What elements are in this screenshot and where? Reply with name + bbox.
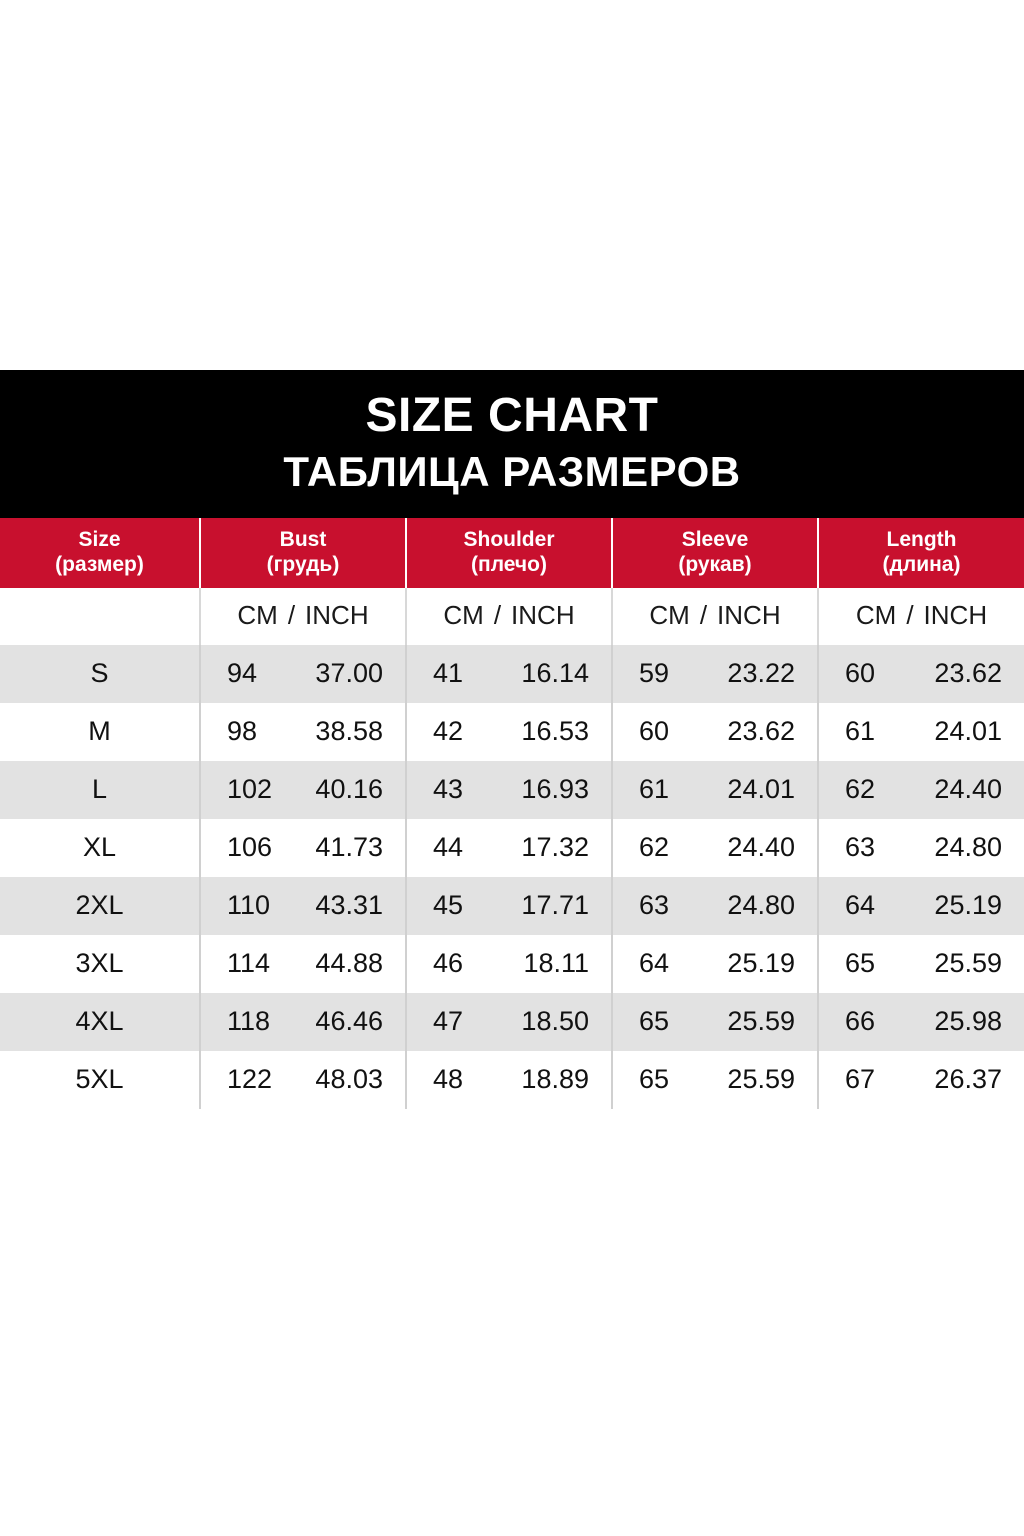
cell-bust-inch: 41.73 [315,831,383,862]
cell-length [818,993,1024,1051]
cell-shoulder [406,1051,612,1109]
column-header-sleeve-ru: (рукав) [678,553,752,577]
cell-sleeve-cm: 60 [639,715,670,746]
cell-length [818,877,1024,935]
units-length [818,588,1024,645]
cell-length-cm: 61 [845,715,876,746]
cell-bust-cm: 114 [227,947,271,978]
cell-bust-inch: 37.00 [315,657,383,688]
chart-title-ru: ТАБЛИЦА РАЗМЕРОВ [283,448,741,496]
cell-shoulder-inch: 16.14 [521,657,589,688]
column-header-size-en: Size [78,527,121,551]
cell-shoulder-cm: 42 [433,715,464,746]
cell-length [818,703,1024,761]
cell-shoulder [406,819,612,877]
cell-bust [200,761,406,819]
cell-length-inch: 24.01 [934,715,1002,746]
cell-shoulder [406,761,612,819]
table-row [0,645,1024,703]
cell-sleeve-inch: 25.59 [727,1005,795,1036]
cell-length-inch: 25.59 [934,947,1002,978]
cell-shoulder [406,877,612,935]
cell-bust [200,877,406,935]
cell-shoulder-cm: 46 [433,947,464,978]
column-header-size-ru: (размер) [55,553,144,577]
column-header-bust-en: Bust [279,527,327,551]
units-bust-sep: / [287,599,296,630]
cell-bust-cm: 94 [227,657,258,688]
cell-size: 3XL [0,935,200,993]
cell-shoulder-cm: 47 [433,1005,464,1036]
cell-bust-inch: 43.31 [315,889,383,920]
cell-size: 2XL [0,877,200,935]
units-bust-inch: INCH [305,599,369,630]
cell-bust [200,935,406,993]
cell-length-inch: 25.98 [934,1005,1002,1036]
column-header-sleeve-en: Sleeve [681,527,749,551]
cell-sleeve-inch: 24.40 [727,831,795,862]
cell-bust-inch: 38.58 [315,715,383,746]
chart-title-block [0,370,1024,518]
units-shoulder-sep: / [493,599,502,630]
table-row [0,993,1024,1051]
cell-length [818,935,1024,993]
size-chart-table [0,518,1024,1109]
cell-bust [200,819,406,877]
units-length-cm: CM [855,599,897,630]
units-sleeve-sep: / [699,599,708,630]
column-header-shoulder-ru: (плечо) [471,553,547,577]
size-chart [0,370,1024,1109]
units-sleeve [612,588,818,645]
cell-length-cm: 66 [845,1005,876,1036]
cell-length-cm: 63 [845,831,876,862]
cell-shoulder-inch: 18.50 [521,1005,589,1036]
cell-sleeve-cm: 61 [639,773,670,804]
chart-title-en: SIZE CHART [365,389,659,442]
cell-sleeve [612,645,818,703]
cell-bust-inch: 44.88 [315,947,383,978]
units-bust-cm: CM [237,599,278,630]
column-header-shoulder-en: Shoulder [463,527,555,551]
table-row [0,1051,1024,1109]
cell-sleeve-inch: 25.59 [727,1063,795,1094]
cell-bust [200,645,406,703]
units-shoulder [406,588,612,645]
column-header-sleeve [612,518,818,588]
cell-length-cm: 65 [845,947,876,978]
cell-length [818,761,1024,819]
table-units-row [0,588,1024,645]
cell-bust-cm: 122 [227,1063,273,1094]
cell-length-cm: 67 [845,1063,876,1094]
cell-bust-cm: 106 [227,831,273,862]
cell-size: L [0,761,200,819]
cell-sleeve-inch: 24.01 [727,773,795,804]
column-header-size [0,518,200,588]
cell-length-cm: 62 [845,773,876,804]
cell-shoulder-inch: 18.11 [523,947,589,978]
cell-length [818,819,1024,877]
cell-sleeve-cm: 65 [639,1005,670,1036]
cell-length [818,645,1024,703]
units-length-sep: / [906,599,914,630]
cell-length-cm: 60 [845,657,876,688]
cell-shoulder-cm: 43 [433,773,464,804]
cell-size: 4XL [0,993,200,1051]
cell-bust-inch: 46.46 [315,1005,383,1036]
cell-sleeve-cm: 65 [639,1063,670,1094]
cell-size: M [0,703,200,761]
cell-sleeve [612,935,818,993]
cell-sleeve-inch: 25.19 [727,947,795,978]
table-row [0,935,1024,993]
cell-bust-cm: 110 [227,889,271,920]
column-header-length-en: Length [886,527,957,551]
units-length-inch: INCH [923,599,988,630]
cell-shoulder [406,703,612,761]
cell-sleeve-inch: 24.80 [727,889,795,920]
units-shoulder-inch: INCH [511,599,575,630]
table-row [0,761,1024,819]
cell-bust [200,1051,406,1109]
cell-shoulder-cm: 48 [433,1063,464,1094]
column-header-shoulder [406,518,612,588]
cell-bust-cm: 118 [227,1005,271,1036]
units-sleeve-cm: CM [649,599,690,630]
cell-shoulder [406,993,612,1051]
cell-length-inch: 26.37 [934,1063,1002,1094]
cell-length-inch: 23.62 [934,657,1002,688]
cell-sleeve-inch: 23.22 [727,657,795,688]
cell-sleeve [612,1051,818,1109]
cell-bust-cm: 98 [227,715,258,746]
cell-length-inch: 24.80 [934,831,1002,862]
column-header-bust [200,518,406,588]
table-row [0,877,1024,935]
cell-shoulder-inch: 17.32 [521,831,589,862]
cell-size: XL [0,819,200,877]
units-bust [200,588,406,645]
cell-bust-inch: 40.16 [315,773,383,804]
cell-shoulder-cm: 45 [433,889,464,920]
units-size [0,588,200,645]
cell-bust [200,703,406,761]
cell-size: S [0,645,200,703]
cell-sleeve [612,703,818,761]
cell-shoulder [406,935,612,993]
cell-sleeve-cm: 63 [639,889,670,920]
units-shoulder-cm: CM [443,599,484,630]
cell-shoulder-inch: 17.71 [521,889,589,920]
cell-shoulder-cm: 44 [433,831,464,862]
table-row [0,703,1024,761]
cell-bust-inch: 48.03 [315,1063,383,1094]
units-sleeve-inch: INCH [717,599,781,630]
cell-shoulder-inch: 16.53 [521,715,589,746]
cell-shoulder [406,645,612,703]
cell-bust-cm: 102 [227,773,273,804]
cell-sleeve [612,819,818,877]
cell-sleeve [612,993,818,1051]
cell-sleeve-cm: 64 [639,947,670,978]
table-row [0,819,1024,877]
cell-shoulder-cm: 41 [433,657,464,688]
table-header-row [0,518,1024,588]
cell-sleeve-cm: 59 [639,657,670,688]
cell-size: 5XL [0,1051,200,1109]
cell-length-cm: 64 [845,889,876,920]
cell-shoulder-inch: 18.89 [521,1063,589,1094]
column-header-length-ru: (длина) [882,553,961,577]
cell-length-inch: 24.40 [934,773,1002,804]
cell-sleeve-inch: 23.62 [727,715,795,746]
cell-shoulder-inch: 16.93 [521,773,589,804]
cell-sleeve [612,761,818,819]
cell-bust [200,993,406,1051]
cell-length-inch: 25.19 [934,889,1002,920]
cell-sleeve [612,877,818,935]
cell-sleeve-cm: 62 [639,831,670,862]
column-header-bust-ru: (грудь) [266,553,340,577]
cell-length [818,1051,1024,1109]
column-header-length [818,518,1024,588]
